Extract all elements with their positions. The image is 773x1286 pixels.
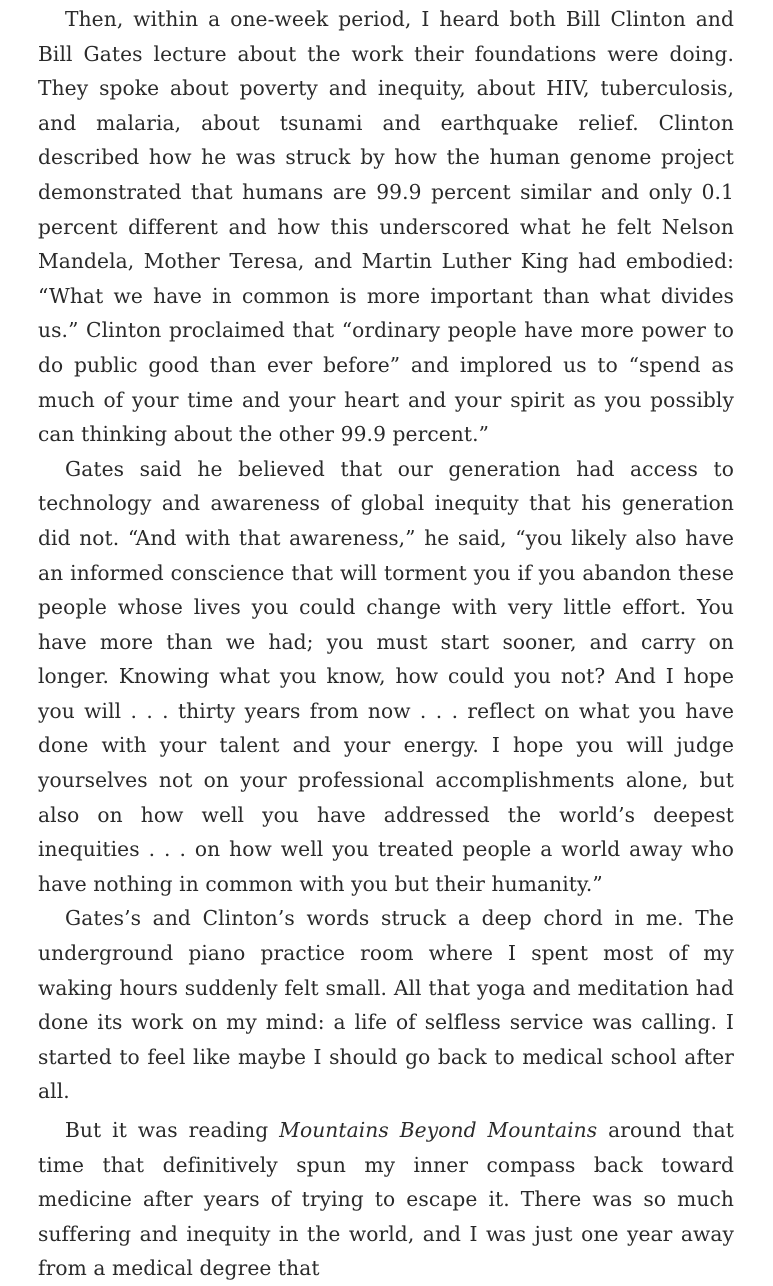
paragraph-words-struck-chord: Gates’s and Clinton’s words struck a deep chord in me. The underground piano practice room where I spent most of my waking hours suddenly felt small. All that yoga and meditation had done its work on my mind: a life of selfless service was calling. I started to feel like maybe I should go back to medical school after all. xyxy=(38,906,734,1104)
paragraph-mountains-beyond-mountains xyxy=(38,1113,734,1286)
book-page xyxy=(38,2,734,1286)
book-title: Mountains Beyond Mountains xyxy=(279,1118,598,1142)
paragraph-text-before-title: But it was reading xyxy=(65,1118,280,1142)
paragraph-text-after-title: around that time that definitively spun my inner compass back toward medicine after years of trying to escape it. There was so much suffering and inequity in the world, and I was just one year away from a medical degree that xyxy=(38,1118,734,1281)
paragraph-gates-quote: Gates said he believed that our generation had access to technology and awareness of global inequity that his generation did not. “And with that awareness,” he said, “you likely also have an informed conscience that will torment you if you abandon these people whose lives you could change with very little effort. You have more than we had; you must start sooner, and carry on longer. Knowing what you know, how could you not? And I hope you will . . . thirty years from now . . . reflect on what you have done with your talent and your energy. I hope you will judge yourselves not on your professional accomplishments alone, but also on how well you have addressed the world’s deepest inequities . . . on how well you treated people a world away who have nothing in common with you but their humanity.” xyxy=(38,456,734,896)
paragraph-clinton-gates-lectures: Then, within a one-week period, I heard both Bill Clinton and Bill Gates lecture about the work their foundations were doing. They spoke about poverty and inequity, about HIV, tuberculosis, and malaria, about tsunami and earthquake relief. Clinton described how he was struck by how the human genome project demonstrated that humans are 99.9 percent similar and only 0.1 percent different and how this underscored what he felt Nelson Mandela, Mother Teresa, and Martin Luther King had embodied: “What we have in common is more important than what divides us.” Clinton proclaimed that “ordinary people have more power to do public good than ever before” and implored us to “spend as much of your time and your heart and your spirit as you possibly can thinking about the other 99.9 percent.” xyxy=(38,7,734,447)
